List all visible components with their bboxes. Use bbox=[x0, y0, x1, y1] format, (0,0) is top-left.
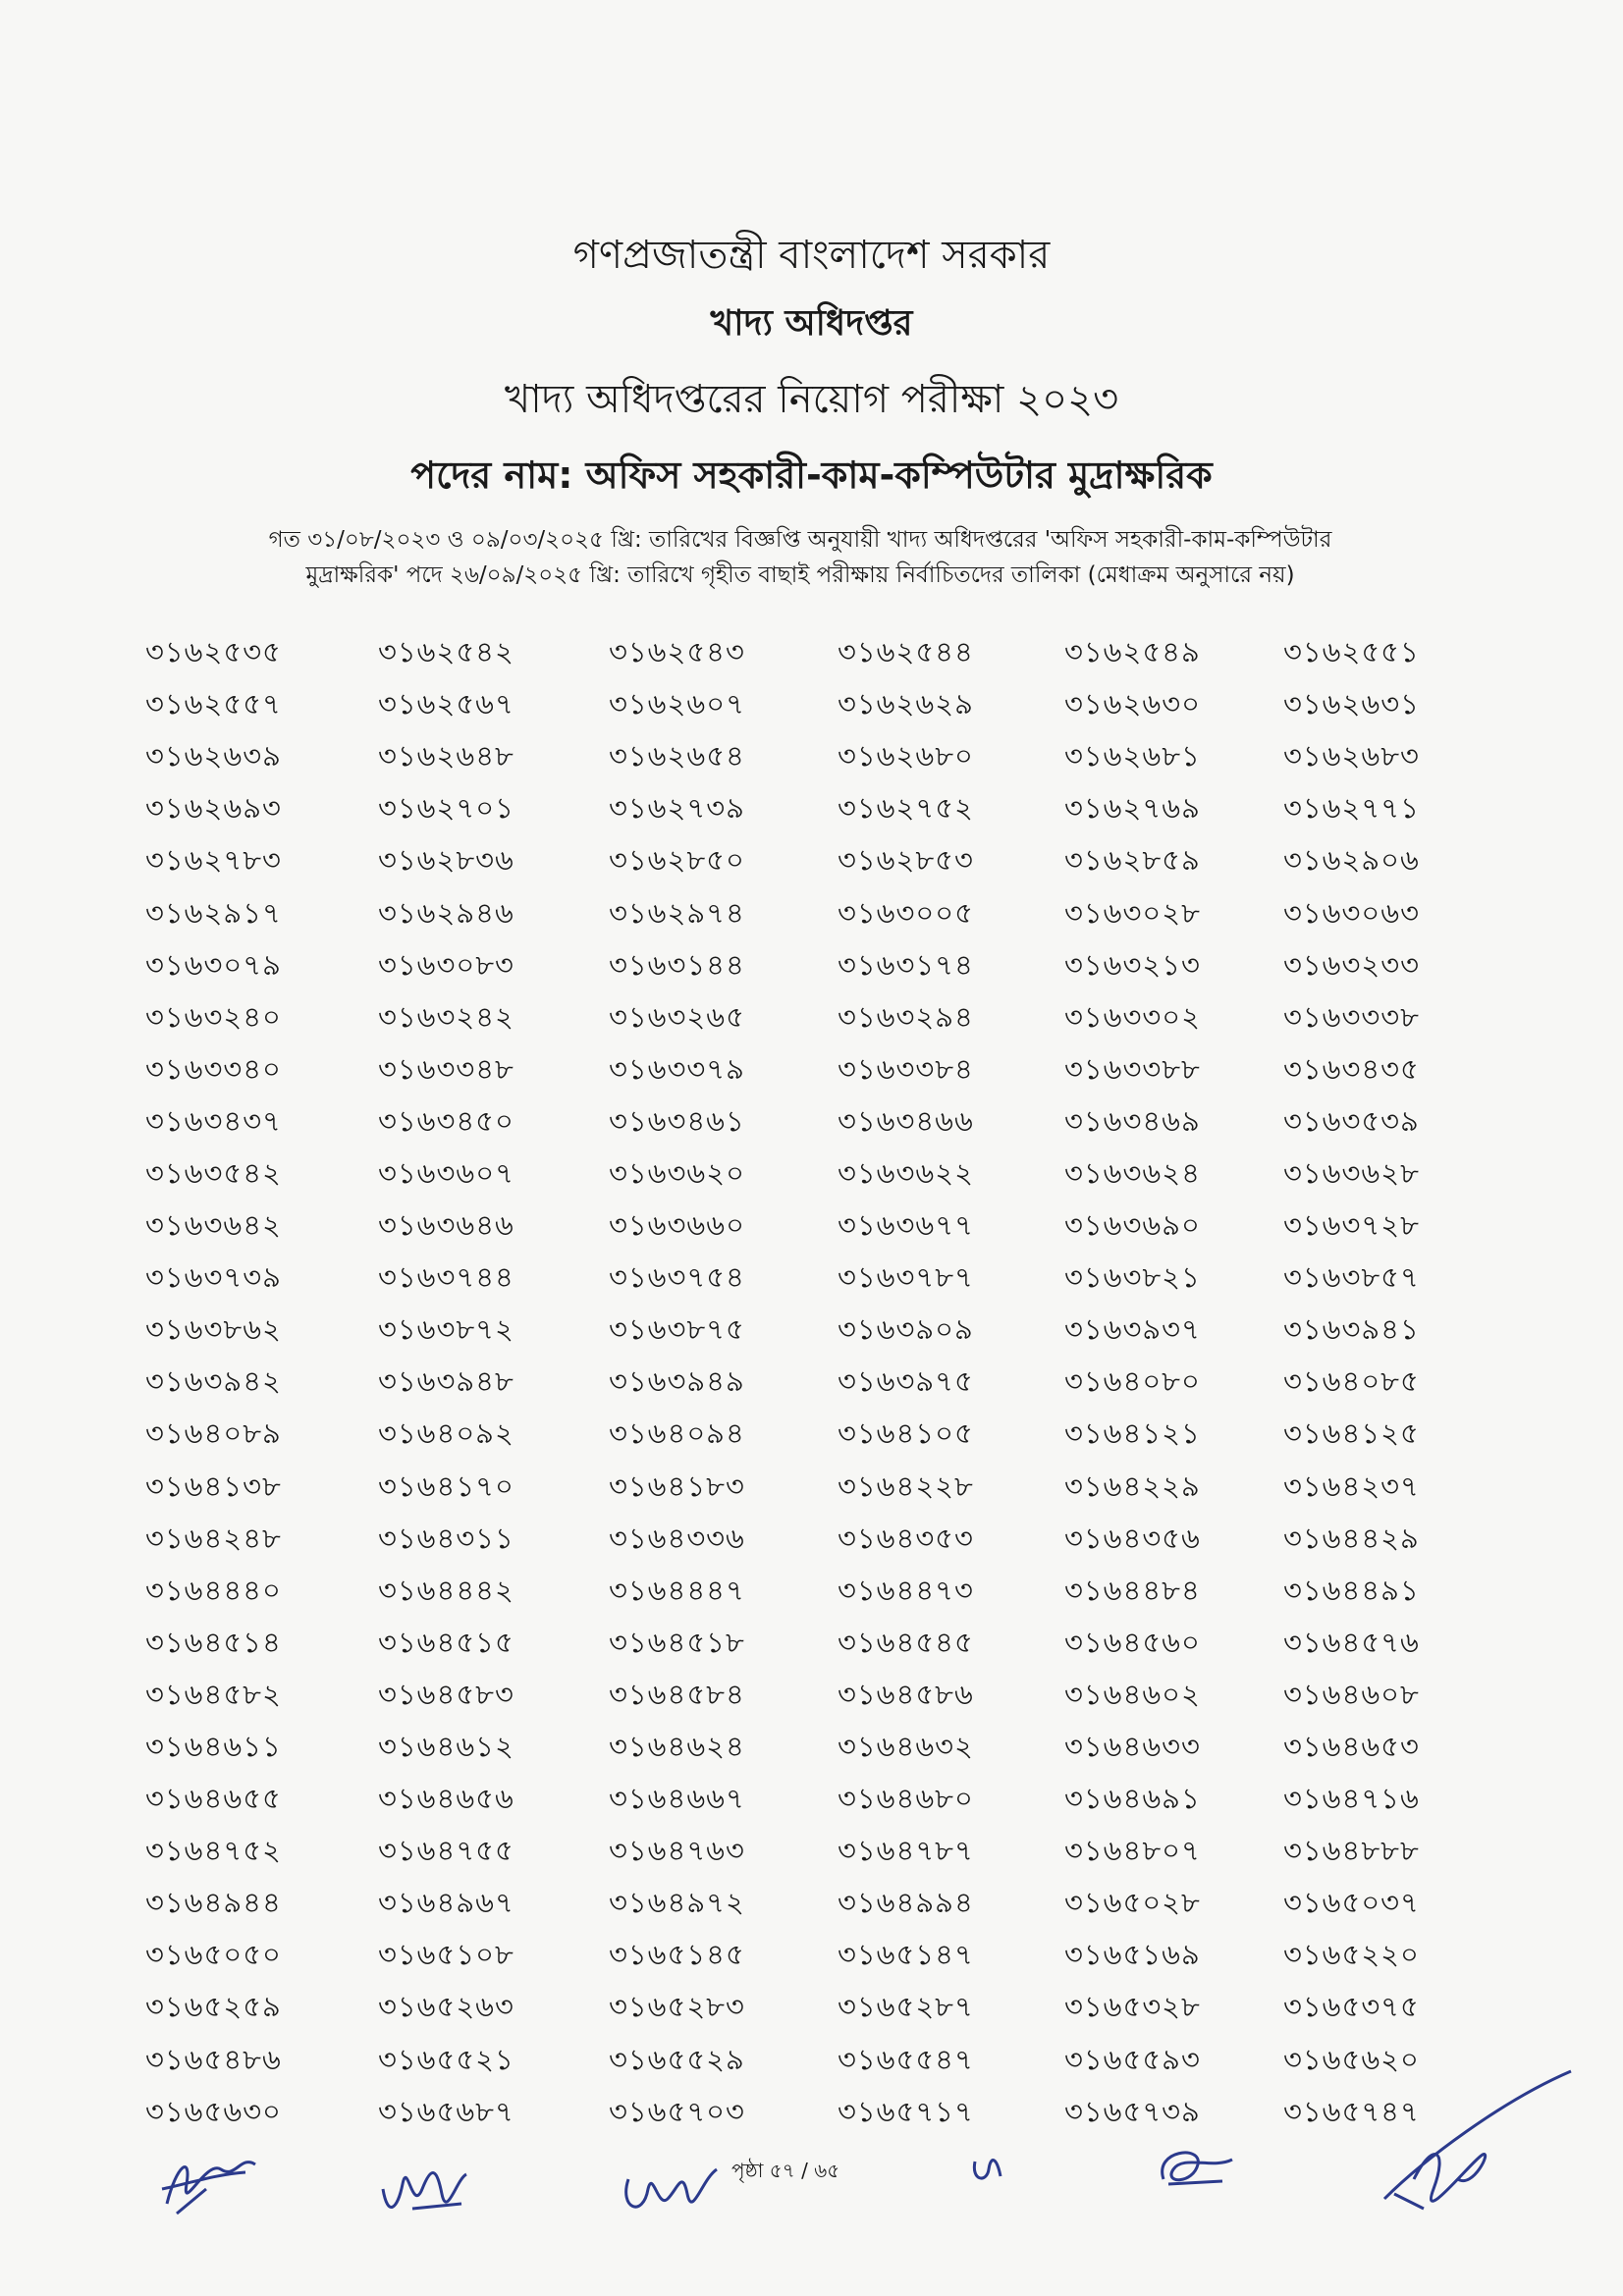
roll-number: ৩১৬২৫৪২ bbox=[377, 635, 514, 669]
roll-number: ৩১৬২৫৩৫ bbox=[145, 635, 282, 669]
signature-5 bbox=[1365, 2061, 1581, 2218]
roll-row bbox=[137, 993, 1502, 1045]
roll-number: ৩১৬৩৬২২ bbox=[837, 1155, 974, 1190]
roll-number: ৩১৬৩২৬৫ bbox=[608, 999, 745, 1034]
roll-row bbox=[137, 784, 1502, 836]
roll-number: ৩১৬২৫৪৪ bbox=[837, 635, 974, 669]
roll-row bbox=[137, 836, 1502, 888]
roll-row bbox=[137, 1931, 1502, 1983]
roll-number: ৩১৬৪৫৮৬ bbox=[837, 1677, 974, 1711]
roll-number: ৩১৬৩৩৩৮ bbox=[1282, 999, 1420, 1034]
roll-number: ৩১৬৪২৪৮ bbox=[145, 1521, 282, 1555]
roll-number: ৩১৬৪৯৯৪ bbox=[837, 1886, 974, 1920]
signature-3 bbox=[619, 2150, 727, 2218]
roll-number: ৩১৬৫২৬৩ bbox=[377, 1990, 514, 2024]
roll-number: ৩১৬২৬৩১ bbox=[1282, 687, 1420, 721]
roll-row bbox=[137, 732, 1502, 784]
roll-number: ৩১৬৪৬৩৩ bbox=[1063, 1730, 1201, 1764]
roll-number: ৩১৬৪১৭০ bbox=[377, 1468, 514, 1503]
exam-title: খাদ্য অধিদপ্তরের নিয়োগ পরীক্ষা ২০২৩ bbox=[504, 377, 1119, 422]
roll-number: ৩১৬২৫৬৭ bbox=[377, 687, 514, 721]
roll-number: ৩১৬৩৩৮৮ bbox=[1063, 1051, 1201, 1086]
roll-number-table bbox=[137, 628, 1502, 2140]
roll-number: ৩১৬৩২৩৩ bbox=[1282, 947, 1420, 982]
roll-number: ৩১৬৪৬৫৩ bbox=[1282, 1730, 1420, 1764]
roll-number: ৩১৬৪৬০৮ bbox=[1282, 1677, 1420, 1711]
roll-row bbox=[137, 1306, 1502, 1358]
roll-number: ৩১৬৫২২০ bbox=[1282, 1938, 1420, 1972]
roll-row bbox=[137, 1515, 1502, 1567]
roll-row bbox=[137, 1775, 1502, 1827]
roll-number: ৩১৬৪২২৯ bbox=[1063, 1468, 1201, 1503]
roll-number: ৩১৬২৫৫১ bbox=[1282, 635, 1420, 669]
roll-number: ৩১৬৪৫১৫ bbox=[377, 1625, 514, 1659]
roll-table-body bbox=[137, 628, 1502, 2140]
roll-number: ৩১৬২৬৮১ bbox=[1063, 739, 1201, 774]
page-number: পৃষ্ঠা ৫৭ / ৬৫ bbox=[731, 2159, 840, 2182]
roll-number: ৩১৬৪৩১১ bbox=[377, 1521, 514, 1555]
roll-number: ৩১৬৪৪৯১ bbox=[1282, 1573, 1420, 1607]
roll-number: ৩১৬৫৩২৮ bbox=[1063, 1990, 1201, 2024]
roll-number: ৩১৬৪৬৮০ bbox=[837, 1782, 974, 1816]
roll-row bbox=[137, 2088, 1502, 2140]
roll-number: ৩১৬৩০৮৩ bbox=[377, 947, 514, 982]
roll-number: ৩১৬৫০২৮ bbox=[1063, 1886, 1201, 1920]
roll-number: ৩১৬৪১৩৮ bbox=[145, 1468, 282, 1503]
roll-number: ৩১৬৩৭২৮ bbox=[1282, 1208, 1420, 1243]
roll-row bbox=[137, 1358, 1502, 1410]
roll-row bbox=[137, 1045, 1502, 1097]
roll-number: ৩১৬৪৩৩৬ bbox=[608, 1521, 745, 1555]
roll-number: ৩১৬৩৪৫০ bbox=[377, 1103, 514, 1138]
roll-number: ৩১৬৪৭৬৩ bbox=[608, 1834, 745, 1868]
roll-number: ৩১৬৪০৯২ bbox=[377, 1416, 514, 1451]
roll-number: ৩১৬৪৭৫৫ bbox=[377, 1834, 514, 1868]
roll-number: ৩১৬৫১৪৭ bbox=[837, 1938, 974, 1972]
roll-number: ৩১৬৩৯৭৫ bbox=[837, 1364, 974, 1399]
roll-number: ৩১৬২৬০৭ bbox=[608, 687, 745, 721]
roll-number: ৩১৬৩৪৩৭ bbox=[145, 1103, 282, 1138]
roll-number: ৩১৬২৬৪৮ bbox=[377, 739, 514, 774]
roll-number: ৩১৬৪২৩৭ bbox=[1282, 1468, 1420, 1503]
roll-number: ৩১৬৪৯৪৪ bbox=[145, 1886, 282, 1920]
roll-number: ৩১৬৪১২৫ bbox=[1282, 1416, 1420, 1451]
roll-number: ৩১৬২৭০১ bbox=[377, 791, 514, 826]
roll-number: ৩১৬৩৪৬৬ bbox=[837, 1103, 974, 1138]
roll-number: ৩১৬৪২২৮ bbox=[837, 1468, 974, 1503]
signature-2 bbox=[373, 2150, 481, 2223]
roll-row bbox=[137, 1097, 1502, 1149]
roll-number: ৩১৬৪৪২৯ bbox=[1282, 1521, 1420, 1555]
roll-number: ৩১৬২৯১৭ bbox=[145, 895, 282, 930]
roll-number: ৩১৬২৬৩৯ bbox=[145, 739, 282, 774]
roll-row bbox=[137, 1149, 1502, 1201]
roll-number: ৩১৬২৬৩০ bbox=[1063, 687, 1201, 721]
roll-number: ৩১৬৪৫৮৩ bbox=[377, 1677, 514, 1711]
roll-number: ৩১৬৪৪৪০ bbox=[145, 1573, 282, 1607]
roll-number: ৩১৬২৯৪৬ bbox=[377, 895, 514, 930]
roll-number: ৩১৬২৭৭১ bbox=[1282, 791, 1420, 826]
roll-number: ৩১৬৩৩৭৯ bbox=[608, 1051, 745, 1086]
roll-number: ৩১৬২৬৮০ bbox=[837, 739, 974, 774]
roll-number: ৩১৬৪৬১২ bbox=[377, 1730, 514, 1764]
signature-4 bbox=[1144, 2140, 1242, 2199]
roll-number: ৩১৬৩১৪৪ bbox=[608, 947, 745, 982]
roll-number: ৩১৬৫৫২১ bbox=[377, 2042, 514, 2076]
roll-number: ৩১৬৫২৮৩ bbox=[608, 1990, 745, 2024]
roll-number: ৩১৬৩৮২১ bbox=[1063, 1260, 1201, 1295]
roll-number: ৩১৬২৫৫৭ bbox=[145, 687, 282, 721]
roll-number: ৩১৬৪৫৭৬ bbox=[1282, 1625, 1420, 1659]
roll-number: ৩১৬৫৬৮৭ bbox=[377, 2094, 514, 2128]
department-title: খাদ্য অধিদপ্তর bbox=[710, 303, 913, 344]
roll-number: ৩১৬৩২৯৪ bbox=[837, 999, 974, 1034]
roll-row bbox=[137, 1827, 1502, 1879]
roll-number: ৩১৬৩৯৩৭ bbox=[1063, 1312, 1201, 1347]
roll-number: ৩১৬৪৫৬০ bbox=[1063, 1625, 1201, 1659]
roll-number: ৩১৬৫১৬৯ bbox=[1063, 1938, 1201, 1972]
roll-number: ৩১৬৪৬৫৬ bbox=[377, 1782, 514, 1816]
roll-number: ৩১৬২৬২৯ bbox=[837, 687, 974, 721]
roll-number: ৩১৬৫৭১৭ bbox=[837, 2094, 974, 2128]
roll-number: ৩১৬৩৬০৭ bbox=[377, 1155, 514, 1190]
roll-number: ৩১৬৪৮৮৮ bbox=[1282, 1834, 1420, 1868]
roll-number: ৩১৬৫১৪৫ bbox=[608, 1938, 745, 1972]
roll-number: ৩১৬৪৬৩২ bbox=[837, 1730, 974, 1764]
roll-number: ৩১৬৫৫৯৩ bbox=[1063, 2042, 1201, 2076]
roll-number: ৩১৬৩৫৪২ bbox=[145, 1155, 282, 1190]
roll-number: ৩১৬৪৬১১ bbox=[145, 1730, 282, 1764]
roll-row bbox=[137, 1463, 1502, 1515]
roll-row bbox=[137, 1723, 1502, 1775]
roll-number: ৩১৬৩৮৭২ bbox=[377, 1312, 514, 1347]
roll-number: ৩১৬৫৩৭৫ bbox=[1282, 1990, 1420, 2024]
roll-number: ৩১৬৪০৮৫ bbox=[1282, 1364, 1420, 1399]
roll-number: ৩১৬৪৯৬৭ bbox=[377, 1886, 514, 1920]
roll-number: ৩১৬২৮৩৬ bbox=[377, 843, 514, 878]
roll-number: ৩১৬২৮৫৩ bbox=[837, 843, 974, 878]
roll-number: ৩১৬৫৬২০ bbox=[1282, 2042, 1420, 2076]
roll-number: ৩১৬৪৫১৪ bbox=[145, 1625, 282, 1659]
roll-number: ৩১৬৩৪৩৫ bbox=[1282, 1051, 1420, 1086]
roll-number: ৩১৬৪৬৯১ bbox=[1063, 1782, 1201, 1816]
roll-number: ৩১৬৩৬৬০ bbox=[608, 1208, 745, 1243]
roll-number: ৩১৬৩৭৩৯ bbox=[145, 1260, 282, 1295]
roll-number: ৩১৬৪৪৮৪ bbox=[1063, 1573, 1201, 1607]
roll-number: ৩১৬২৭৮৩ bbox=[145, 843, 282, 878]
roll-number: ৩১৬৩০৭৯ bbox=[145, 947, 282, 982]
roll-number: ৩১৬৪৫৮২ bbox=[145, 1677, 282, 1711]
roll-number: ৩১৬৩৮৫৭ bbox=[1282, 1260, 1420, 1295]
roll-number: ৩১৬৩৪৬১ bbox=[608, 1103, 745, 1138]
roll-number: ৩১৬৩০৬৩ bbox=[1282, 895, 1420, 930]
roll-number: ৩১৬৫৫২৯ bbox=[608, 2042, 745, 2076]
roll-row bbox=[137, 1567, 1502, 1619]
post-title: পদের নাম: অফিস সহকারী-কাম-কম্পিউটার মুদ্রাক্ষরিক bbox=[410, 454, 1213, 497]
roll-number: ৩১৬৫২৮৭ bbox=[837, 1990, 974, 2024]
roll-number: ৩১৬৩২১৩ bbox=[1063, 947, 1201, 982]
roll-number: ৩১৬২৭৩৯ bbox=[608, 791, 745, 826]
notice-text bbox=[147, 522, 1453, 593]
roll-number: ৩১৬৫৭৩৯ bbox=[1063, 2094, 1201, 2128]
roll-number: ৩১৬৪৬৫৫ bbox=[145, 1782, 282, 1816]
roll-number: ৩১৬৩০২৮ bbox=[1063, 895, 1201, 930]
roll-number: ৩১৬৪৫৮৪ bbox=[608, 1677, 745, 1711]
roll-row bbox=[137, 1879, 1502, 1931]
roll-number: ৩১৬২৭৫২ bbox=[837, 791, 974, 826]
roll-number: ৩১৬৪৪৪২ bbox=[377, 1573, 514, 1607]
roll-row bbox=[137, 1410, 1502, 1462]
roll-number: ৩১৬৪১২১ bbox=[1063, 1416, 1201, 1451]
roll-number: ৩১৬৪১৮৩ bbox=[608, 1468, 745, 1503]
roll-row bbox=[137, 680, 1502, 732]
roll-row bbox=[137, 1201, 1502, 1254]
roll-number: ৩১৬৪৪৭৩ bbox=[837, 1573, 974, 1607]
roll-number: ৩১৬৪১০৫ bbox=[837, 1416, 974, 1451]
roll-row bbox=[137, 1671, 1502, 1723]
roll-number: ৩১৬৩৬২৪ bbox=[1063, 1155, 1201, 1190]
roll-number: ৩১৬৩৭৫৪ bbox=[608, 1260, 745, 1295]
roll-number: ৩১৬২৯৭৪ bbox=[608, 895, 745, 930]
roll-row bbox=[137, 941, 1502, 993]
roll-number: ৩১৬৪৪৪৭ bbox=[608, 1573, 745, 1607]
roll-number: ৩১৬৩৮৭৫ bbox=[608, 1312, 745, 1347]
roll-number: ৩১৬৩৯৪১ bbox=[1282, 1312, 1420, 1347]
roll-number: ৩১৬৫৬৩০ bbox=[145, 2094, 282, 2128]
roll-row bbox=[137, 1983, 1502, 2035]
roll-number: ৩১৬২৫৪৯ bbox=[1063, 635, 1201, 669]
roll-number: ৩১৬৪৫১৮ bbox=[608, 1625, 745, 1659]
roll-number: ৩১৬৪০৮৯ bbox=[145, 1416, 282, 1451]
roll-number: ৩১৬৩৭৪৪ bbox=[377, 1260, 514, 1295]
roll-number: ৩১৬৩৮৬২ bbox=[145, 1312, 282, 1347]
roll-number: ৩১৬৩৭৮৭ bbox=[837, 1260, 974, 1295]
roll-number: ৩১৬২৫৪৩ bbox=[608, 635, 745, 669]
roll-number: ৩১৬৩৯৪৮ bbox=[377, 1364, 514, 1399]
roll-number: ৩১৬৩৩০২ bbox=[1063, 999, 1201, 1034]
roll-number: ৩১৬৪০৯৪ bbox=[608, 1416, 745, 1451]
roll-number: ৩১৬২৮৫৯ bbox=[1063, 843, 1201, 878]
roll-row bbox=[137, 628, 1502, 680]
roll-number: ৩১৬৪৮০৭ bbox=[1063, 1834, 1201, 1868]
roll-number: ৩১৬৩৯০৯ bbox=[837, 1312, 974, 1347]
notice-line-1: গত ৩১/০৮/২০২৩ ও ০৯/০৩/২০২৫ খ্রি: তারিখের বিজ্ঞপ্তি অনুযায়ী খাদ্য অধিদপ্তরের 'অফিস সহকারী-কাম-কম্পিউটার bbox=[268, 527, 1332, 553]
roll-number: ৩১৬৪৫৪৫ bbox=[837, 1625, 974, 1659]
roll-number: ৩১৬৩০০৫ bbox=[837, 895, 974, 930]
roll-number: ৩১৬২৬৫৪ bbox=[608, 739, 745, 774]
roll-number: ৩১৬৪৬২৪ bbox=[608, 1730, 745, 1764]
roll-number: ৩১৬৩৬২৮ bbox=[1282, 1155, 1420, 1190]
roll-number: ৩১৬৪৭৮৭ bbox=[837, 1834, 974, 1868]
roll-number: ৩১৬৪৭৫২ bbox=[145, 1834, 282, 1868]
roll-number: ৩১৬৩২৪২ bbox=[377, 999, 514, 1034]
roll-number: ৩১৬৩৯৪২ bbox=[145, 1364, 282, 1399]
initial-mark bbox=[967, 2152, 1006, 2191]
roll-row bbox=[137, 1619, 1502, 1671]
roll-number: ৩১৬৩১৭৪ bbox=[837, 947, 974, 982]
roll-number: ৩১৬৫০৩৭ bbox=[1282, 1886, 1420, 1920]
roll-number: ৩১৬৪৬০২ bbox=[1063, 1677, 1201, 1711]
roll-number: ৩১৬২৮৫০ bbox=[608, 843, 745, 878]
roll-number: ৩১৬৩৩৮৪ bbox=[837, 1051, 974, 1086]
roll-number: ৩১৬৪৯৭২ bbox=[608, 1886, 745, 1920]
roll-number: ৩১৬৩৫৩৯ bbox=[1282, 1103, 1420, 1138]
roll-row bbox=[137, 888, 1502, 940]
roll-number: ৩১৬৪৭১৬ bbox=[1282, 1782, 1420, 1816]
roll-number: ৩১৬২৯০৬ bbox=[1282, 843, 1420, 878]
roll-number: ৩১৬৩৬৭৭ bbox=[837, 1208, 974, 1243]
roll-number: ৩১৬৪৩৫৩ bbox=[837, 1521, 974, 1555]
roll-number: ৩১৬৩৬৪৬ bbox=[377, 1208, 514, 1243]
roll-number: ৩১৬৩৩৪৮ bbox=[377, 1051, 514, 1086]
roll-row bbox=[137, 1254, 1502, 1306]
roll-number: ৩১৬৩৬৪২ bbox=[145, 1208, 282, 1243]
roll-number: ৩১৬৫১০৮ bbox=[377, 1938, 514, 1972]
roll-number: ৩১৬৫০৫০ bbox=[145, 1938, 282, 1972]
roll-number: ৩১৬২৭৬৯ bbox=[1063, 791, 1201, 826]
roll-number: ৩১৬৪৩৫৬ bbox=[1063, 1521, 1201, 1555]
roll-number: ৩১৬২৬৮৩ bbox=[1282, 739, 1420, 774]
roll-number: ৩১৬৫২৫৯ bbox=[145, 1990, 282, 2024]
roll-number: ৩১৬৫৭৪৭ bbox=[1282, 2094, 1420, 2128]
roll-row bbox=[137, 2036, 1502, 2088]
signature-1 bbox=[147, 2145, 265, 2223]
roll-number: ৩১৬৫৭০৩ bbox=[608, 2094, 745, 2128]
roll-number: ৩১৬৩৬২০ bbox=[608, 1155, 745, 1190]
roll-number: ৩১৬২৬৯৩ bbox=[145, 791, 282, 826]
roll-number: ৩১৬৩৯৪৯ bbox=[608, 1364, 745, 1399]
roll-number: ৩১৬৩৩৪০ bbox=[145, 1051, 282, 1086]
roll-number: ৩১৬৫৪৮৬ bbox=[145, 2042, 282, 2076]
roll-number: ৩১৬৫৫৪৭ bbox=[837, 2042, 974, 2076]
government-title: গণপ্রজাতন্ত্রী বাংলাদেশ সরকার bbox=[572, 233, 1051, 278]
roll-number: ৩১৬৪৬৬৭ bbox=[608, 1782, 745, 1816]
roll-number: ৩১৬৪০৮০ bbox=[1063, 1364, 1201, 1399]
notice-line-2: মুদ্রাক্ষরিক' পদে ২৬/০৯/২০২৫ খ্রি: তারিখে গৃহীত বাছাই পরীক্ষায় নির্বাচিতদের তালিকা (মেধাক্রম অনুসারে নয়) bbox=[305, 562, 1295, 588]
roll-number: ৩১৬৩৬৯০ bbox=[1063, 1208, 1201, 1243]
roll-number: ৩১৬৩৪৬৯ bbox=[1063, 1103, 1201, 1138]
roll-number: ৩১৬৩২৪০ bbox=[145, 999, 282, 1034]
